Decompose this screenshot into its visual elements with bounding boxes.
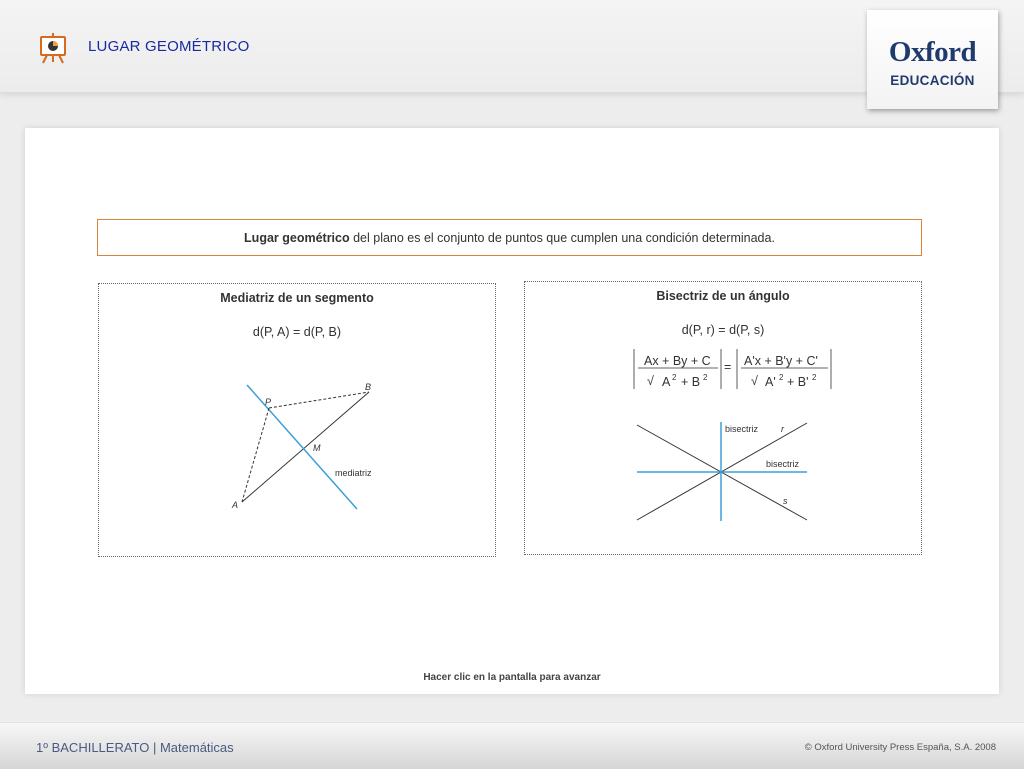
den-left-exp1: 2 [672, 373, 677, 382]
definition-box [97, 219, 922, 256]
segment-pa [242, 408, 269, 502]
sqrt-right-icon: √ [751, 374, 758, 388]
den-right-plus: + B' [787, 375, 809, 389]
bisectriz-title: Bisectriz de un ángulo [656, 289, 790, 303]
den-left-exp2: 2 [703, 373, 708, 382]
slide-content[interactable] [25, 128, 999, 694]
label-b: B [365, 382, 372, 392]
oxford-logo [867, 10, 998, 109]
segment-ab [242, 392, 369, 502]
logo-oxford-text: Oxford [888, 36, 977, 68]
mediatriz-panel [98, 283, 496, 557]
numerator-right: A'x + B'y + C' [744, 354, 818, 368]
presentation-board-icon [37, 31, 69, 65]
den-right-a: A' [765, 375, 776, 389]
header-bar [0, 0, 1024, 93]
mediatriz-title: Mediatriz de un segmento [220, 291, 374, 305]
label-a: A [232, 500, 239, 510]
label-mediatriz: mediatriz [335, 468, 372, 478]
definition-term: Lugar geométrico [244, 231, 350, 245]
mediatriz-line [247, 385, 357, 509]
logo-educacion-text: EDUCACIÓN [890, 73, 975, 88]
label-m: M [313, 443, 321, 453]
page-title: LUGAR GEOMÉTRICO [88, 38, 250, 55]
definition-text: del plano es el conjunto de puntos que cumplen una condición determinada. [349, 231, 775, 245]
label-s: s [783, 496, 788, 506]
label-bisectriz-2: bisectriz [766, 459, 800, 469]
bisectriz-diagram [525, 282, 921, 554]
bisectriz-formula: d(P, r) = d(P, s) [681, 323, 765, 337]
label-r: r [781, 424, 784, 434]
footer-bar [0, 722, 1024, 769]
den-left-plus: + B [681, 375, 701, 389]
label-bisectriz-1: bisectriz [725, 424, 759, 434]
numerator-left: Ax + By + C [644, 354, 711, 368]
den-right-exp1: 2 [779, 373, 784, 382]
mediatriz-formula: d(P, A) = d(P, B) [252, 325, 342, 339]
den-left-a: A [662, 375, 671, 389]
course-label: 1º BACHILLERATO | Matemáticas [36, 740, 234, 755]
den-right-exp2: 2 [812, 373, 817, 382]
mediatriz-diagram [99, 284, 495, 556]
label-p: P [265, 397, 272, 407]
copyright-text: © Oxford University Press España, S.A. 2008 [804, 742, 996, 753]
bisectriz-panel [524, 281, 922, 555]
equals-sign: = [724, 360, 732, 374]
sqrt-left-icon: √ [647, 374, 654, 388]
advance-hint: Hacer clic en la pantalla para avanzar [423, 672, 601, 683]
